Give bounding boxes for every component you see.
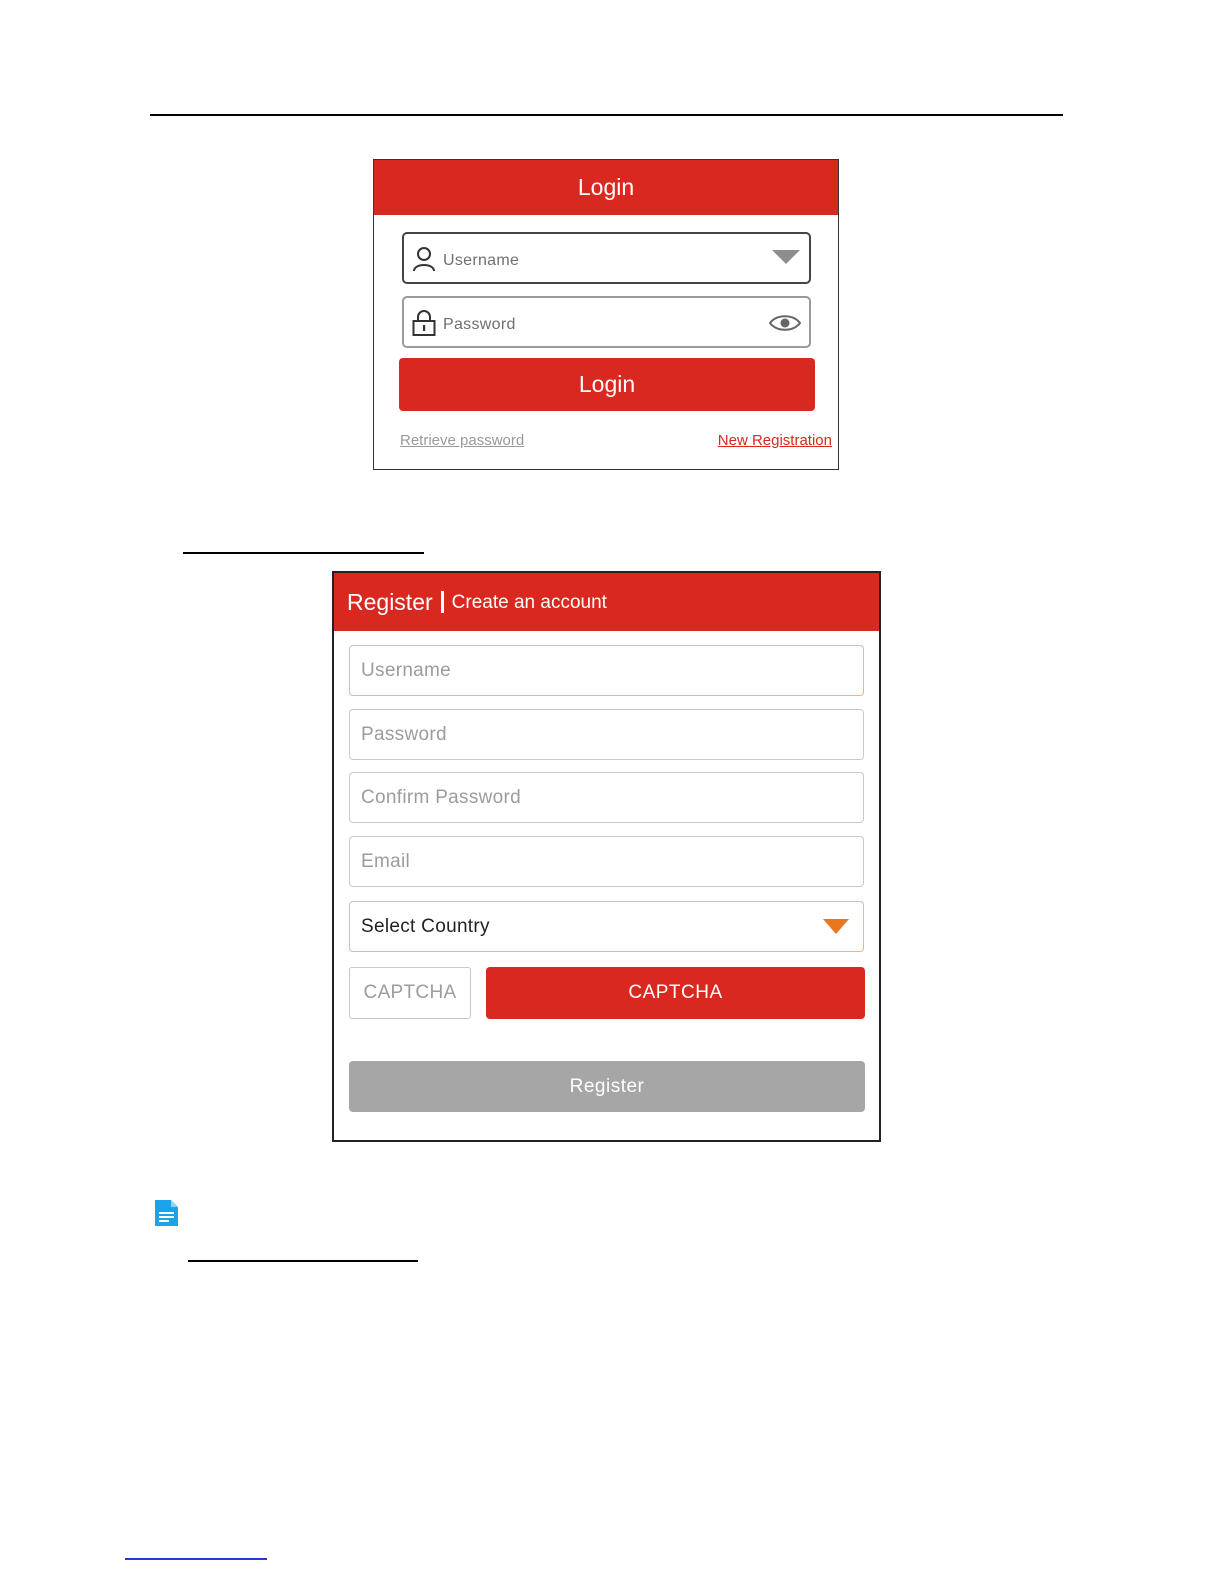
login-header xyxy=(374,160,838,215)
lock-icon xyxy=(412,310,436,336)
login-title: Login xyxy=(577,174,635,200)
section-underline-2 xyxy=(188,1260,418,1262)
retrieve-password-link[interactable]: Retrieve password xyxy=(400,432,525,449)
register-confirm-password-input[interactable]: Confirm Password xyxy=(349,772,864,823)
register-button[interactable]: Register xyxy=(349,1061,865,1112)
captcha-button[interactable]: CAPTCHA xyxy=(486,967,865,1019)
register-username-input[interactable]: Username xyxy=(349,645,864,696)
captcha-input[interactable]: CAPTCHA xyxy=(349,967,471,1019)
country-select-label: Select Country xyxy=(361,915,490,937)
triangle-down-icon xyxy=(822,918,850,935)
header-separator xyxy=(441,591,444,613)
user-icon xyxy=(412,246,436,272)
login-password-placeholder: Password xyxy=(443,316,516,333)
register-title: Register xyxy=(347,588,433,615)
eye-icon[interactable] xyxy=(769,315,801,331)
register-subtitle: Create an account xyxy=(451,592,607,613)
register-panel xyxy=(332,571,881,1142)
login-username-field[interactable] xyxy=(402,232,811,284)
register-header xyxy=(334,573,879,631)
triangle-down-icon[interactable] xyxy=(771,249,801,265)
login-password-field[interactable] xyxy=(402,296,811,348)
footer-link-underline xyxy=(125,1558,267,1560)
country-select[interactable] xyxy=(349,901,864,952)
login-username-placeholder: Username xyxy=(443,252,520,269)
top-horizontal-rule xyxy=(150,114,1063,116)
new-registration-link[interactable]: New Registration xyxy=(717,432,832,449)
login-button[interactable]: Login xyxy=(399,358,815,411)
register-password-input[interactable]: Password xyxy=(349,709,864,760)
note-document-icon xyxy=(153,1199,180,1227)
section-underline-1 xyxy=(183,552,424,554)
login-panel xyxy=(373,159,839,470)
register-email-input[interactable]: Email xyxy=(349,836,864,887)
